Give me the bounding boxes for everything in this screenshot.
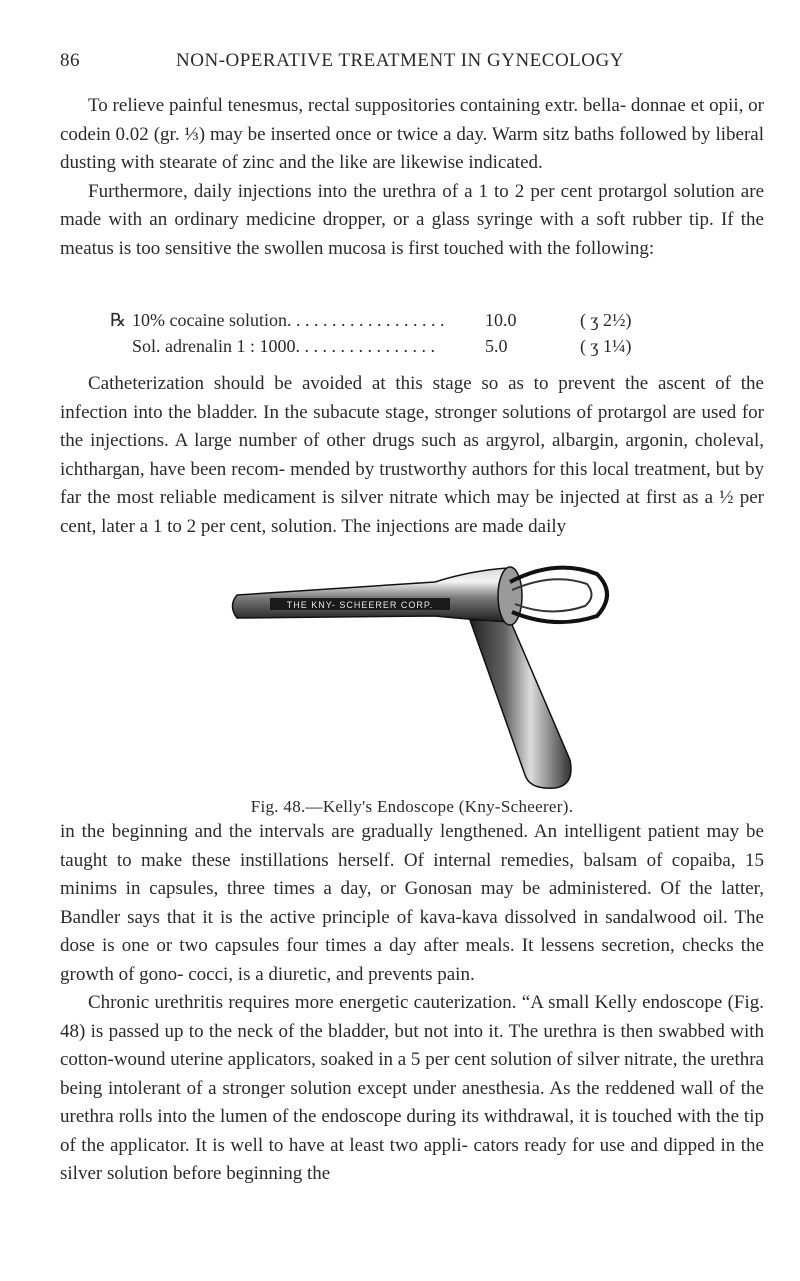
paragraph-tenesmus: To relieve painful tenesmus, rectal suppositories containing extr. bella- donnae et opii, or codein 0.02 (gr. ⅓) may be inserted once or twice a day. Warm sitz baths followed by liberal dusting with stearate of zinc and the like are likewise indicated. [60, 95, 764, 173]
endoscope-handle [470, 620, 571, 788]
text-block-middle [60, 370, 764, 541]
paragraph-catheterization: Catheterization should be avoided at this stage so as to prevent the ascent of the infection into the bladder. In the subacute stage, stronger solutions of protargol are used for the injections. A large number of other drugs such as argyrol, albargin, argonin, choleval, ichthargan, have been recom- mended by trustworthy authors for this local treatment, but by far the most reliable medicament is silver nitrate which may be injected at first as a ½ per cent, later a 1 to 2 per cent, solution. The injections are made daily [60, 373, 764, 537]
paragraph-injections: Furthermore, daily injections into the urethra of a 1 to 2 per cent protargol solution are made with an ordinary medicine dropper, or a glass syringe with a soft rubber tip. If the meatus is too sensitive the swollen mucosa is first touched with the following: [60, 180, 764, 259]
instrument-label: THE KNY- SCHEERER CORP. [286, 600, 434, 610]
figure-kelly-endoscope [225, 560, 610, 800]
prescription-item-name: Sol. adrenalin 1 : 1000. . . . . . . . . . . . . . . . [132, 336, 435, 356]
paragraph-internal-remedies: in the beginning and the intervals are gradually lengthened. An intelligent patient may be taught to make these instillations herself. Of internal remedies, balsam of copaiba, 15 minims in capsules, three times a day, or Gonosan may be administered. Of the latter, Bandler says that it is the active principle of kava-kava dissolved in sandalwood oil. The dose is one or two capsules four times a day after meals. It lessens secretion, checks the growth of gono- cocci, is a diuretic, and prevents pain. [60, 821, 764, 985]
prescription-item-apothecary: ( ʒ 1¼) [580, 336, 632, 356]
page-number: 86 [60, 50, 80, 71]
obturator-inner [512, 579, 592, 611]
paragraph-chronic-urethritis: Chronic urethritis requires more energetic cauterization. “A small Kelly endoscope (Fig. 48) is passed up to the neck of the bladder, but not into it. The urethra is then swabbed with cotton-wound uterine applicators, soaked in a 5 per cent solution of silver nitrate, the urethra being intolerant of a stronger solution except under anesthesia. As the reddened wall of the urethra rolls into the lumen of the endoscope during its withdrawal, it is touched with the tip of the applicator. It is well to have at least two appli- cators ready for use and dipped in the silver solution before beginning the [60, 992, 764, 1184]
prescription-row [110, 307, 670, 333]
running-title: NON-OPERATIVE TREATMENT IN GYNECOLOGY [176, 50, 624, 71]
text-block-bottom [60, 818, 764, 1189]
endoscope-illustration [225, 560, 610, 800]
text-block-top [60, 92, 764, 263]
prescription-row [110, 333, 670, 359]
page-header [60, 50, 740, 80]
prescription-item-amount: 5.0 [485, 336, 508, 356]
prescription-item-name: 10% cocaine solution. . . . . . . . . . . . . . . . . . [132, 310, 445, 330]
endoscope-tube [233, 568, 511, 622]
prescription [110, 307, 670, 359]
prescription-symbol: ℞ [110, 310, 127, 330]
prescription-item-apothecary: ( ʒ 2½) [580, 310, 632, 330]
prescription-item-amount: 10.0 [485, 310, 517, 330]
figure-caption: Fig. 48.—Kelly's Endoscope (Kny-Scheerer). [250, 797, 574, 816]
